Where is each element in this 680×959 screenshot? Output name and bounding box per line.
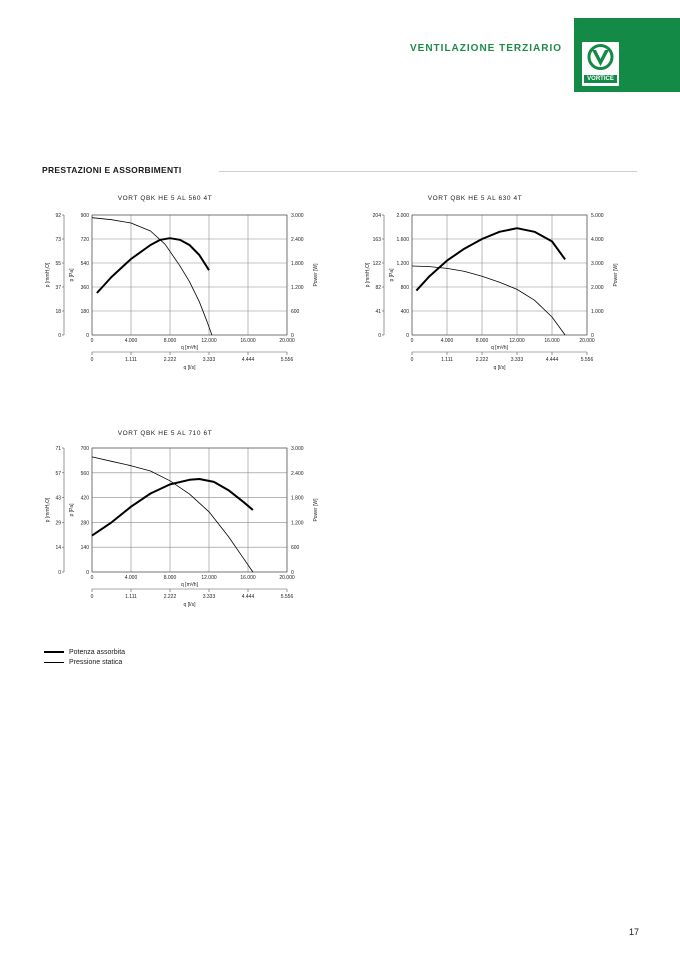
tick-label-pa: 180 xyxy=(80,309,89,315)
legend-thick-line xyxy=(44,651,64,654)
tick-label-mmh2o: 204 xyxy=(372,213,381,219)
tick-label-mmh2o: 71 xyxy=(55,446,61,452)
tick-label-x-ls: 4.444 xyxy=(241,357,255,363)
tick-label-power: 4.000 xyxy=(591,237,604,243)
tick-label-pa: 560 xyxy=(80,470,89,477)
tick-label-x-ls: 2.222 xyxy=(163,594,177,600)
tick-label-power: 0 xyxy=(291,570,294,576)
tick-label-power: 3.000 xyxy=(291,446,304,452)
tick-label-pa: 540 xyxy=(80,261,89,267)
tick-label-x-ls: 5.556 xyxy=(280,594,294,600)
tick-label-pa: 0 xyxy=(86,570,89,576)
tick-label-x-ls: 3.333 xyxy=(202,594,216,600)
tick-label-power: 0 xyxy=(291,333,294,339)
chart-vort-710 xyxy=(40,425,330,615)
legend-thin-line xyxy=(44,662,64,663)
tick-label-x-m3h: 16.000 xyxy=(240,338,256,344)
legend-pressure-label: Pressione statica xyxy=(69,658,123,666)
series-line-pressure xyxy=(92,457,253,572)
tick-label-pa: 700 xyxy=(80,446,89,452)
tick-label-x-m3h: 0 xyxy=(90,575,94,581)
tick-label-power: 0 xyxy=(591,333,594,339)
tick-label-mmh2o: 18 xyxy=(55,309,61,315)
x-axis-label-m3h: q [m³/h] xyxy=(181,345,198,351)
tick-label-power: 600 xyxy=(291,309,300,315)
y-axis-label-mmh2o: p [mmH₂O] xyxy=(365,262,371,288)
tick-label-mmh2o: 43 xyxy=(55,495,61,502)
tick-label-x-m3h: 8.000 xyxy=(163,575,177,581)
tick-label-x-ls: 1.111 xyxy=(125,357,137,363)
tick-label-mmh2o: 0 xyxy=(58,333,61,339)
series-line-power xyxy=(416,228,565,290)
tick-label-power: 3.000 xyxy=(591,261,604,267)
tick-label-x-ls: 1.111 xyxy=(125,594,137,600)
tick-label-x-m3h: 20.000 xyxy=(279,575,295,581)
chart-title: VORT QBK HE 5 AL 560 4T xyxy=(117,195,213,202)
legend-power-label: Potenza assorbita xyxy=(69,648,126,656)
logo-wordmark: VORTICE xyxy=(584,75,617,83)
tick-label-x-ls: 3.333 xyxy=(202,357,216,363)
tick-label-x-m3h: 20.000 xyxy=(579,338,595,344)
chart-title: VORT QBK HE 5 AL 710 6T xyxy=(117,430,213,437)
tick-label-x-ls: 4.444 xyxy=(241,594,255,600)
tick-label-mmh2o: 29 xyxy=(55,520,61,527)
tick-label-mmh2o: 37 xyxy=(55,285,61,291)
x-axis-label-ls: q [l/s] xyxy=(183,365,196,371)
tick-label-pa: 360 xyxy=(80,285,89,291)
tick-label-x-ls: 5.556 xyxy=(280,357,294,363)
tick-label-x-m3h: 12.000 xyxy=(201,338,217,344)
plot-frame xyxy=(92,448,287,572)
tick-label-x-m3h: 4.000 xyxy=(124,338,138,344)
x-axis-label-m3h: q [m³/h] xyxy=(181,582,198,588)
tick-label-pa: 400 xyxy=(400,309,409,315)
tick-label-pa: 1.200 xyxy=(396,261,409,267)
chart-vort-560 xyxy=(40,190,330,380)
plot-frame xyxy=(412,215,587,335)
tick-label-pa: 720 xyxy=(80,237,89,243)
series-line-pressure xyxy=(412,266,565,335)
tick-label-power: 1.800 xyxy=(291,261,304,267)
header-title: VENTILAZIONE TERZIARIO xyxy=(410,43,562,54)
tick-label-mmh2o: 0 xyxy=(58,570,61,576)
y-axis-label-power: Power [W] xyxy=(313,498,319,522)
tick-label-x-ls: 4.444 xyxy=(545,357,559,363)
page-number: 17 xyxy=(629,927,640,937)
tick-label-x-m3h: 16.000 xyxy=(240,575,256,581)
tick-label-x-m3h: 4.000 xyxy=(124,575,138,581)
tick-label-x-ls: 2.222 xyxy=(163,357,177,363)
tick-label-pa: 1.600 xyxy=(396,237,409,243)
section-title: PRESTAZIONI E ASSORBIMENTI xyxy=(42,165,182,175)
series-line-power xyxy=(92,479,253,536)
x-axis-label-ls: q [l/s] xyxy=(183,602,196,608)
tick-label-power: 600 xyxy=(291,545,300,552)
section-divider xyxy=(219,171,637,172)
tick-label-x-ls: 0 xyxy=(410,357,414,363)
tick-label-power: 2.400 xyxy=(291,470,304,477)
y-axis-label-mmh2o: p [mmH₂O] xyxy=(45,262,51,288)
y-axis-label-pa: p [Pa] xyxy=(69,503,75,517)
brand-logo xyxy=(574,18,680,92)
tick-label-pa: 420 xyxy=(80,495,89,502)
chart-title: VORT QBK HE 5 AL 630 4T xyxy=(427,195,523,202)
tick-label-x-m3h: 12.000 xyxy=(201,575,217,581)
tick-label-mmh2o: 41 xyxy=(375,309,381,315)
tick-label-power: 2.400 xyxy=(291,237,304,243)
y-axis-label-mmh2o: p [mmH₂O] xyxy=(45,497,51,523)
tick-label-power: 3.000 xyxy=(291,213,304,219)
y-axis-label-power: Power [W] xyxy=(613,263,619,287)
tick-label-x-m3h: 0 xyxy=(90,338,94,344)
x-axis-label-ls: q [l/s] xyxy=(493,365,506,371)
tick-label-power: 1.000 xyxy=(591,309,604,315)
tick-label-x-ls: 0 xyxy=(90,594,94,600)
tick-label-mmh2o: 163 xyxy=(372,237,381,243)
tick-label-mmh2o: 0 xyxy=(378,333,381,339)
tick-label-pa: 140 xyxy=(80,545,89,552)
tick-label-x-m3h: 0 xyxy=(410,338,414,344)
tick-label-power: 2.000 xyxy=(591,285,604,291)
tick-label-pa: 0 xyxy=(86,333,89,339)
tick-label-mmh2o: 73 xyxy=(55,237,61,243)
tick-label-mmh2o: 14 xyxy=(55,545,61,552)
tick-label-mmh2o: 92 xyxy=(55,213,61,219)
tick-label-pa: 900 xyxy=(80,213,89,219)
tick-label-pa: 0 xyxy=(406,333,409,339)
y-axis-label-pa: p [Pa] xyxy=(69,268,75,282)
tick-label-mmh2o: 55 xyxy=(55,261,61,267)
tick-label-x-ls: 0 xyxy=(90,357,94,363)
plot-frame xyxy=(92,215,287,335)
series-line-power xyxy=(97,238,209,293)
y-axis-label-pa: p [Pa] xyxy=(389,268,395,282)
tick-label-power: 1.200 xyxy=(291,285,304,291)
logo-mark xyxy=(582,42,619,86)
tick-label-power: 1.800 xyxy=(291,495,304,502)
tick-label-x-m3h: 8.000 xyxy=(475,338,489,344)
tick-label-pa: 2.000 xyxy=(396,213,409,219)
y-axis-label-power: Power [W] xyxy=(313,263,319,287)
x-axis-label-m3h: q [m³/h] xyxy=(491,345,508,351)
tick-label-x-ls: 3.333 xyxy=(510,357,524,363)
series-line-pressure xyxy=(92,218,212,335)
tick-label-x-m3h: 4.000 xyxy=(440,338,454,344)
tick-label-x-m3h: 20.000 xyxy=(279,338,295,344)
tick-label-x-ls: 5.556 xyxy=(580,357,594,363)
tick-label-pa: 800 xyxy=(400,285,409,291)
tick-label-x-m3h: 8.000 xyxy=(163,338,177,344)
tick-label-x-ls: 2.222 xyxy=(475,357,489,363)
tick-label-pa: 280 xyxy=(80,520,89,527)
logo-v-icon xyxy=(582,42,619,76)
tick-label-mmh2o: 122 xyxy=(372,261,381,267)
legend xyxy=(44,647,125,667)
chart-vort-630 xyxy=(355,190,655,380)
legend-item-pressure xyxy=(44,657,125,667)
legend-item-power xyxy=(44,647,125,657)
tick-label-mmh2o: 82 xyxy=(375,285,381,291)
tick-label-power: 1.200 xyxy=(291,520,304,527)
tick-label-x-ls: 1.111 xyxy=(441,357,453,363)
tick-label-mmh2o: 57 xyxy=(55,470,61,477)
tick-label-x-m3h: 12.000 xyxy=(509,338,525,344)
tick-label-power: 5.000 xyxy=(591,213,604,219)
tick-label-x-m3h: 16.000 xyxy=(544,338,560,344)
